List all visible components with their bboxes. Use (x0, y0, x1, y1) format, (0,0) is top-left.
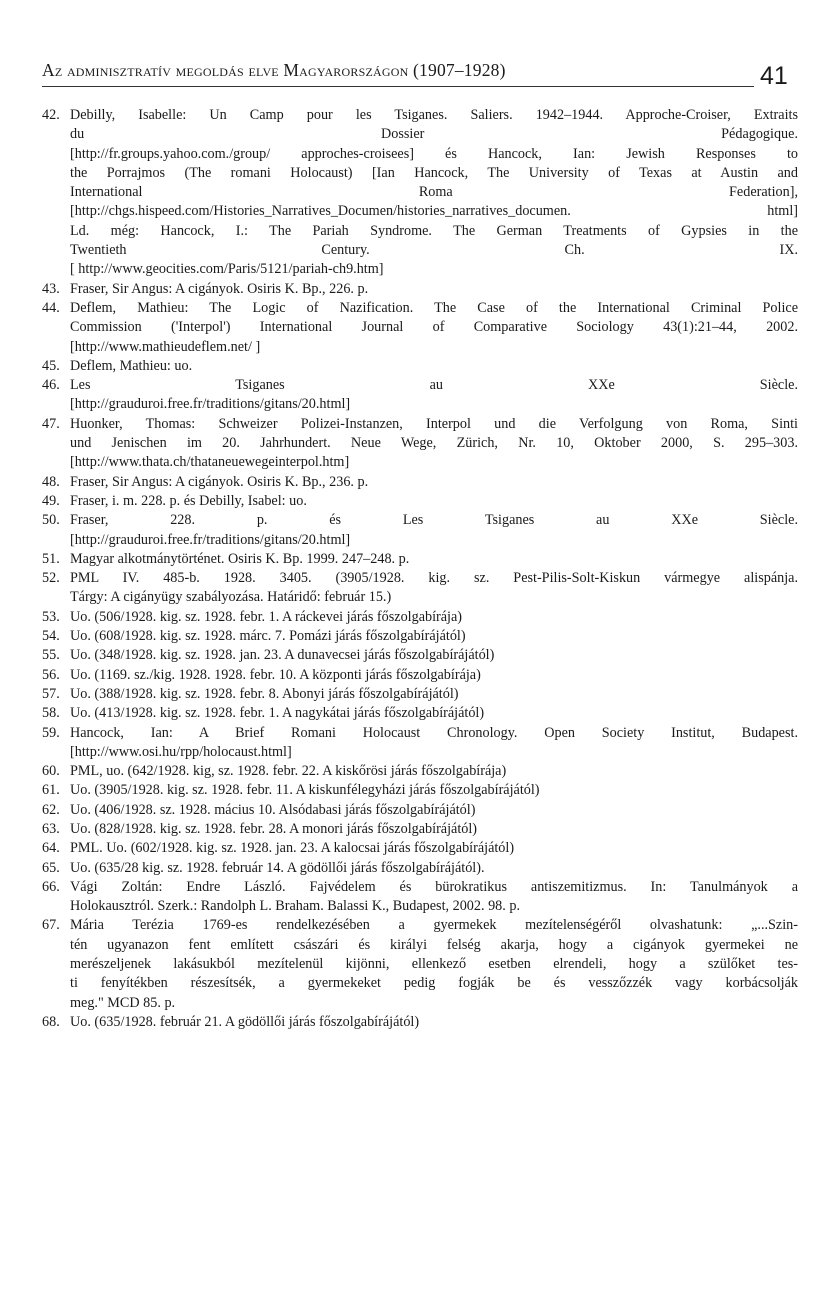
endnote-line: Fraser, i. m. 228. p. és Debilly, Isabel: uo. (70, 492, 307, 509)
endnote-number: 46. (42, 377, 60, 394)
endnote-item (42, 666, 798, 685)
endnote-line: Uo. (388/1928. kig. sz. 1928. febr. 8. Abonyi járás főszolgabírájától) (70, 685, 459, 702)
endnote-item (42, 357, 798, 376)
endnote-item (42, 839, 798, 858)
endnote-line: [ http://www.geocities.com/Paris/5121/pariah-ch9.htm] (70, 261, 384, 278)
endnote-item (42, 724, 798, 763)
endnote-item (42, 646, 798, 665)
endnote-number: 45. (42, 357, 60, 374)
endnote-number: 55. (42, 647, 60, 664)
endnote-item (42, 492, 798, 511)
endnote-number: 59. (42, 724, 60, 741)
endnote-line: Fraser, Sir Angus: A cigányok. Osiris K. Bp., 236. p. (70, 473, 369, 490)
endnote-number: 51. (42, 550, 60, 567)
endnote-item (42, 280, 798, 299)
endnote-item (42, 878, 798, 917)
endnote-item (42, 704, 798, 723)
endnote-item (42, 859, 798, 878)
endnote-line: Fraser, Sir Angus: A cigányok. Osiris K. Bp., 226. p. (70, 280, 369, 297)
endnote-item (42, 781, 798, 800)
endnote-number: 47. (42, 415, 60, 432)
endnote-line: merészeljenek lakásukból mezítelenül kijönni, ellenkező esetben elrendeli, hogy a szülőket tes- (70, 956, 798, 973)
endnote-item (42, 415, 798, 473)
endnote-line: Uo. (348/1928. kig. sz. 1928. jan. 23. A dunavecsei járás főszolgabírájától) (70, 647, 495, 664)
endnote-line: Deflem, Mathieu: The Logic of Nazification. The Case of the International Criminal Police (70, 299, 798, 316)
endnote-number: 62. (42, 801, 60, 818)
endnote-number: 49. (42, 492, 60, 509)
endnote-line: Uo. (506/1928. kig. sz. 1928. febr. 1. A ráckevei járás főszolgabírája) (70, 608, 463, 625)
endnote-line: [http://www.mathieudeflem.net/ ] (70, 338, 261, 355)
endnote-line: Mária Terézia 1769-es rendelkezésében a gyermekek mezítelenségéről olvashatunk: „...Szin- (70, 917, 798, 934)
endnote-line: [http://grauduroi.free.fr/traditions/gitans/20.html] (70, 396, 351, 413)
endnote-line: [http://www.thata.ch/thataneuewegeinterpol.htm] (70, 454, 350, 471)
endnote-item (42, 473, 798, 492)
endnote-line: Twentieth Century. Ch. IX. (70, 242, 798, 259)
endnote-line: [http://fr.groups.yahoo.com./group/ approches-croisees] és Hancock, Ian: Jewish Responses to (70, 145, 798, 162)
endnote-line: [http://www.osi.hu/rpp/holocaust.html] (70, 743, 292, 760)
endnote-number: 42. (42, 107, 60, 123)
endnote-number: 67. (42, 917, 60, 934)
endnote-line: [http://chgs.hispeed.com/Histories_Narratives_Documen/histories_narratives_documen. html] (70, 203, 798, 220)
endnote-line: Uo. (413/1928. kig. sz. 1928. febr. 1. A nagykátai járás főszolgabírájától) (70, 705, 485, 722)
page-number: 41 (760, 62, 788, 90)
endnote-item (42, 550, 798, 569)
endnote-line: und Jenischen im 20. Jahrhundert. Neue Wege, Zürich, Nr. 10, Oktober 2000, S. 295–303. (70, 435, 798, 452)
endnote-line: Uo. (608/1928. kig. sz. 1928. márc. 7. Pomázi járás főszolgabírájától) (70, 628, 466, 645)
endnote-item (42, 106, 798, 280)
endnote-line: Magyar alkotmánytörténet. Osiris K. Bp. 1999. 247–248. p. (70, 550, 410, 567)
endnote-number: 54. (42, 628, 60, 645)
endnote-number: 65. (42, 859, 60, 876)
endnote-line: ti fenyítékben részesítsék, a gyermekeket pedig fogják be és vesszőzzék vagy korbácsolják (70, 975, 798, 992)
endnote-item (42, 608, 798, 627)
endnote-line: [http://grauduroi.free.fr/traditions/gitans/20.html] (70, 531, 351, 548)
endnote-number: 48. (42, 473, 60, 490)
endnote-line: Uo. (3905/1928. kig. sz. 1928. febr. 11. A kiskunfélegyházi járás főszolgabírájától) (70, 782, 540, 799)
endnote-line: du Dossier Pédagogique. (70, 126, 798, 143)
endnote-number: 60. (42, 763, 60, 780)
endnote-line: Vági Zoltán: Endre László. Fajvédelem és bürokratikus antiszemitizmus. In: Tanulmányok a (70, 878, 798, 895)
endnote-number: 50. (42, 512, 60, 529)
endnotes-list (42, 106, 798, 1032)
endnote-number: 61. (42, 782, 60, 799)
endnote-line: meg." MCD 85. p. (70, 994, 176, 1011)
endnote-number: 66. (42, 878, 60, 895)
endnote-line: Ld. még: Hancock, I.: The Pariah Syndrome. The German Treatments of Gypsies in the (70, 222, 798, 239)
endnote-number: 56. (42, 666, 60, 683)
endnote-line: Hancock, Ian: A Brief Romani Holocaust Chronology. Open Society Institut, Budapest. (70, 724, 798, 741)
endnote-line: Deflem, Mathieu: uo. (70, 357, 193, 374)
endnote-item (42, 376, 798, 415)
endnote-number: 53. (42, 608, 60, 625)
endnote-line: the Porrajmos (The romani Holocaust) [Ian Hancock, The University of Texas at Austin and (70, 164, 798, 181)
endnote-line: Les Tsiganes au XXe Siècle. (70, 377, 798, 394)
endnote-item (42, 820, 798, 839)
endnote-number: 43. (42, 280, 60, 297)
endnote-line: Commission ('Interpol') International Journal of Comparative Sociology 43(1):21–44, 2002. (70, 319, 798, 336)
endnote-item (42, 511, 798, 550)
endnote-number: 68. (42, 1013, 60, 1030)
endnote-number: 52. (42, 570, 60, 587)
endnote-line: tén ugyanazon fent említett császári és királyi felség akarja, hogy a cigányok gyermekei ne (70, 936, 798, 953)
running-title: Az adminisztratív megoldás elve Magyarországon (1907–1928) (42, 60, 506, 80)
endnote-line: International Roma Federation], (70, 184, 798, 201)
endnote-number: 57. (42, 685, 60, 702)
endnote-item (42, 627, 798, 646)
endnote-line: Debilly, Isabelle: Un Camp pour les Tsiganes. Saliers. 1942–1944. Approche-Croiser, Extraits (70, 107, 798, 123)
endnote-item (42, 801, 798, 820)
endnote-item (42, 1013, 798, 1032)
endnote-line: Tárgy: A cigányügy szabályozása. Határidő: február 15.) (70, 589, 392, 606)
endnote-line: PML. Uo. (602/1928. kig. sz. 1928. jan. 23. A kalocsai járás főszolgabírájától) (70, 840, 515, 857)
running-head (42, 58, 754, 87)
endnote-item (42, 299, 798, 357)
endnote-number: 64. (42, 840, 60, 857)
endnote-item (42, 916, 798, 1012)
endnote-line: Uo. (635/1928. február 21. A gödöllői járás főszolgabírájától) (70, 1013, 420, 1030)
endnote-line: Uo. (635/28 kig. sz. 1928. február 14. A gödöllői járás főszolgabírájától). (70, 859, 485, 876)
endnote-line: PML, uo. (642/1928. kig, sz. 1928. febr. 22. A kiskőrösi járás főszolgabírája) (70, 763, 507, 780)
endnote-line: Holokausztról. Szerk.: Randolph L. Braham. Balassi K., Budapest, 2002. 98. p. (70, 898, 520, 915)
endnote-line: Huonker, Thomas: Schweizer Polizei-Instanzen, Interpol und die Verfolgung von Roma, Sinti (70, 415, 798, 432)
endnote-line: Uo. (828/1928. kig. sz. 1928. febr. 28. A monori járás főszolgabírájától) (70, 820, 478, 837)
endnote-number: 58. (42, 705, 60, 722)
endnote-line: Uo. (406/1928. sz. 1928. mácius 10. Alsódabasi járás főszolgabírájától) (70, 801, 476, 818)
endnote-number: 63. (42, 820, 60, 837)
endnote-item (42, 762, 798, 781)
endnote-item (42, 685, 798, 704)
endnote-item (42, 569, 798, 608)
endnote-line: Uo. (1169. sz./kig. 1928. 1928. febr. 10. A központi járás főszolgabírája) (70, 666, 481, 683)
endnote-line: Fraser, 228. p. és Les Tsiganes au XXe Siècle. (70, 512, 798, 529)
endnote-number: 44. (42, 299, 60, 316)
endnote-line: PML IV. 485-b. 1928. 3405. (3905/1928. kig. sz. Pest-Pilis-Solt-Kiskun vármegye alispánja. (70, 570, 798, 587)
